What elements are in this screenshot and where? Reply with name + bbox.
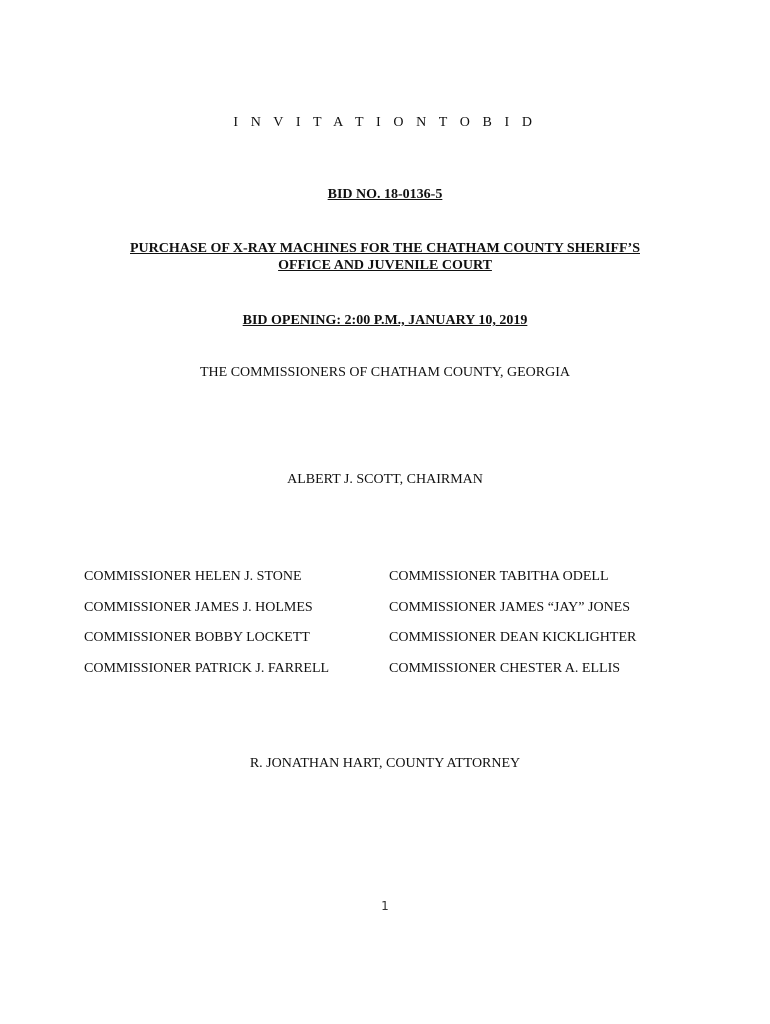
commissioner-name: COMMISSIONER CHESTER A. ELLIS	[389, 660, 621, 676]
commissioners-list	[84, 569, 684, 691]
county-attorney: R. JONATHAN HART, COUNTY ATTORNEY	[249, 756, 521, 771]
commissioner-name: COMMISSIONER HELEN J. STONE	[84, 569, 302, 584]
commissioner-name: COMMISSIONER DEAN KICKLIGHTER	[389, 630, 637, 645]
commissioner-name: COMMISSIONER PATRICK J. FARRELL	[84, 660, 330, 676]
bid-opening: BID OPENING: 2:00 P.M., JANUARY 10, 2019	[242, 313, 528, 328]
document-title: I N V I T A T I O N T O B I D	[233, 115, 537, 130]
chairman-name: ALBERT J. SCOTT, CHAIRMAN	[287, 472, 483, 487]
commissioner-name: COMMISSIONER TABITHA ODELL	[389, 569, 609, 584]
commissioner-name: COMMISSIONER BOBBY LOCKETT	[84, 630, 310, 645]
commissioners-heading: THE COMMISSIONERS OF CHATHAM COUNTY, GEORGIA	[200, 365, 570, 380]
purchase-heading	[0, 240, 770, 274]
commissioner-row	[84, 569, 684, 600]
page-number: 1	[381, 899, 389, 913]
commissioner-name: COMMISSIONER JAMES J. HOLMES	[84, 599, 313, 615]
bid-number: BID NO. 18-0136-5	[327, 187, 443, 202]
purchase-heading-line-1: PURCHASE OF X-RAY MACHINES FOR THE CHATHAM COUNTY SHERIFF’S	[130, 241, 640, 256]
commissioner-row	[84, 600, 684, 631]
commissioner-name: COMMISSIONER JAMES “JAY” JONES	[389, 599, 631, 615]
commissioner-row	[84, 630, 684, 661]
purchase-heading-line-2: OFFICE AND JUVENILE COURT	[278, 258, 492, 273]
commissioner-row	[84, 661, 684, 692]
